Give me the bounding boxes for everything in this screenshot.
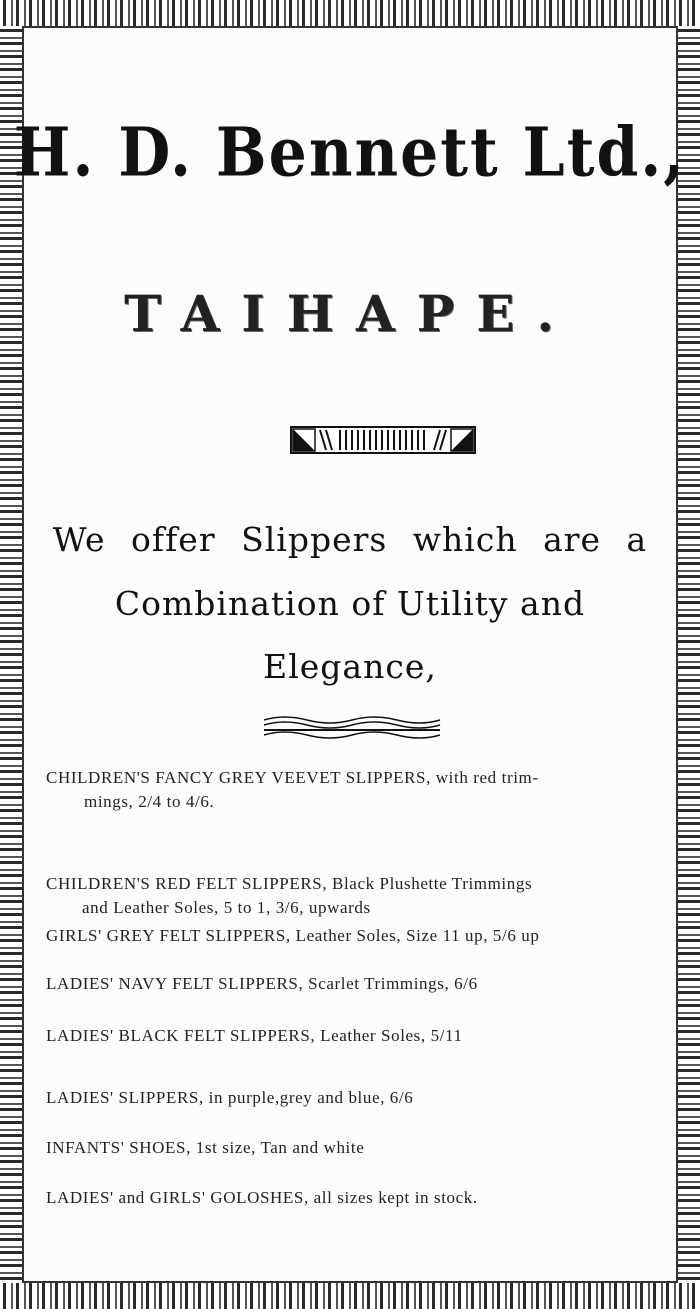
list-item (46, 872, 658, 920)
list-item (46, 1086, 658, 1110)
list-item (46, 766, 658, 814)
item-text: INFANTS' SHOES, 1st size, Tan and white (46, 1138, 365, 1157)
list-item (46, 1136, 658, 1160)
item-text: LADIES' and GIRLS' GOLOSHES, all sizes kept in stock. (46, 1188, 478, 1207)
ornamental-border-bottom (0, 1281, 700, 1309)
item-text: LADIES' SLIPPERS, in purple,grey and blue, 6/6 (46, 1088, 414, 1107)
firm-name: H. D. Bennett Ltd., (13, 113, 687, 193)
item-text: CHILDREN'S FANCY GREY VEEVET SLIPPERS, with red trim- (46, 768, 539, 787)
item-text: CHILDREN'S RED FELT SLIPPERS, Black Plushette Trimmings (46, 874, 533, 893)
list-item (46, 972, 658, 996)
ornamental-border-top (0, 0, 700, 28)
ornamental-border-left (0, 26, 24, 1283)
town-name: TAIHAPE. (124, 284, 576, 343)
wavy-rule-divider (262, 714, 442, 742)
ornament-divider-icon (290, 426, 476, 454)
list-item (46, 924, 658, 948)
tagline-line-3: Elegance, (263, 647, 437, 686)
item-text-continued: mings, 2/4 to 4/6. (84, 792, 215, 811)
item-text-continued: and Leather Soles, 5 to 1, 3/6, upwards (82, 898, 371, 917)
list-item (46, 1024, 658, 1048)
ornamental-border-right (676, 26, 700, 1283)
item-text: GIRLS' GREY FELT SLIPPERS, Leather Soles, Size 11 up, 5/6 up (46, 926, 540, 945)
list-item (46, 1186, 658, 1210)
tagline-line-1: We offer Slippers which are a (52, 520, 648, 559)
item-text: LADIES' BLACK FELT SLIPPERS, Leather Soles, 5/11 (46, 1026, 463, 1045)
tagline-line-2: Combination of Utility and (114, 584, 586, 623)
item-text: LADIES' NAVY FELT SLIPPERS, Scarlet Trimmings, 6/6 (46, 974, 478, 993)
